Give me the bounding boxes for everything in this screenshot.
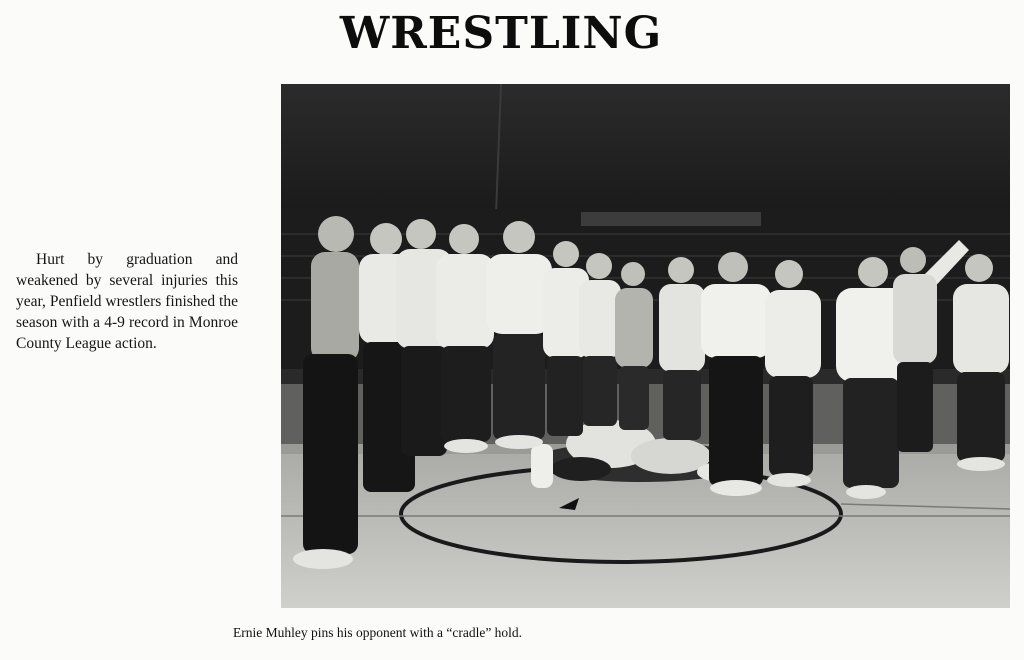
article-body-text: Hurt by graduation and weakened by several injuries this year, Penfield wrestlers finished the season with a 4-9 record in Monroe County League action. xyxy=(16,250,238,352)
page-title: WRESTLING xyxy=(339,8,663,59)
team-photo xyxy=(281,84,1010,608)
photo-caption: Ernie Muhley pins his opponent with a “cradle” hold. xyxy=(233,625,523,640)
coach xyxy=(701,252,771,496)
gym-wall xyxy=(281,84,1010,214)
wrestling-photo-illustration xyxy=(281,84,1010,608)
wall-banner xyxy=(581,212,761,226)
